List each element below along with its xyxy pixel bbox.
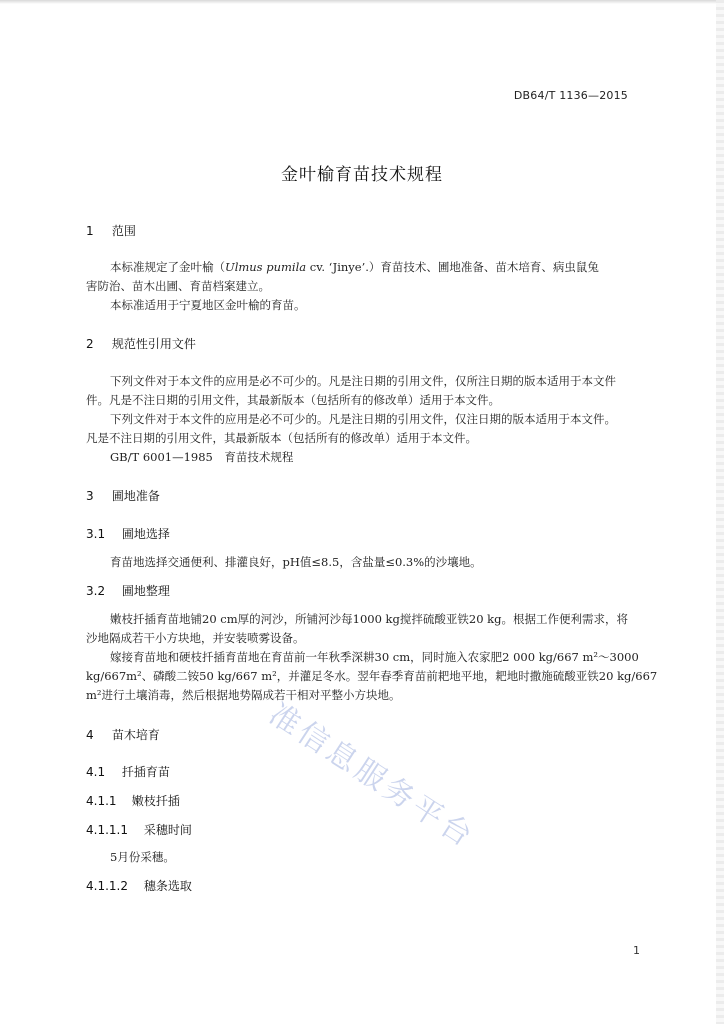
section-2-heading: 2 规范性引用文件 <box>86 337 196 351</box>
s32-paragraph-2-line-2: kg/667m²、磷酸二铵50 kg/667 m²，并灌足冬水。翌年春季育苗前耙地平地，耙地时撒施硫酸亚铁20 kg/667 <box>86 669 658 683</box>
section-3-2-heading: 3.2 圃地整理 <box>86 584 170 598</box>
s1-paragraph-line-2: 害防治、苗木出圃、育苗档案建立。 <box>86 279 270 293</box>
section-4-1-1-heading: 4.1.1 嫩枝扦插 <box>86 794 180 808</box>
section-title: 范围 <box>111 224 136 238</box>
s1-paragraph-line-1: 本标准规定了金叶榆（Ulmus pumila cv. ‘Jinye’.）育苗技术、圃地准备、苗木培育、病虫鼠兔 <box>110 260 599 274</box>
s1-paragraph-2: 本标准适用于宁夏地区金叶榆的育苗。 <box>110 298 306 312</box>
s31-paragraph: 育苗地选择交通便利、排灌良好，pH值≤8.5，含盐量≤0.3%的沙壤地。 <box>110 555 482 569</box>
s32-paragraph-1-line-1: 嫩枝扦插育苗地铺20 cm厚的河沙，所铺河沙每1000 kg搅拌硫酸亚铁20 kg。根据工作便利需求，将 <box>110 612 629 626</box>
scan-right-edge <box>716 0 724 1024</box>
section-4-1-1-1-heading: 4.1.1.1 采穗时间 <box>86 823 192 837</box>
standard-code: DB64/T 1136—2015 <box>513 89 628 102</box>
scan-top-edge <box>0 0 724 4</box>
s4111-paragraph: 5月份采穗。 <box>110 850 175 864</box>
section-number: 1 <box>86 224 94 238</box>
s2-reference: GB/T 6001—1985 育苗技术规程 <box>110 450 294 464</box>
section-4-1-1-2-heading: 4.1.1.2 穗条选取 <box>86 879 192 893</box>
document-title: 金叶榆育苗技术规程 <box>281 165 443 185</box>
watermark-text: 准信息服务平台 <box>262 696 482 856</box>
section-4-heading: 4 苗木培育 <box>86 728 160 742</box>
latin-name: Ulmus pumila <box>225 260 307 274</box>
s32-paragraph-1-line-2: 沙地隔成若干小方块地，并安装喷雾设备。 <box>86 631 305 645</box>
s2-paragraph-2-line-2: 凡是不注日期的引用文件，其最新版本（包括所有的修改单）适用于本文件。 <box>86 431 477 445</box>
section-4-1-heading: 4.1 扦插育苗 <box>86 765 170 779</box>
s2-paragraph-2-line-1: 下列文件对于本文件的应用是必不可少的。凡是注日期的引用文件，仅注日期的版本适用于本文件。 <box>110 412 616 426</box>
section-3-1-heading: 3.1 圃地选择 <box>86 527 170 541</box>
section-1-heading <box>86 222 136 239</box>
s2-paragraph-1-line-2: 件。凡是不注日期的引用文件，其最新版本（包括所有的修改单）适用于本文件。 <box>86 393 500 407</box>
s32-paragraph-2-line-1: 嫁接育苗地和硬枝扦插育苗地在育苗前一年秋季深耕30 cm，同时施入农家肥2 000 kg/667 m²～3000 <box>110 650 639 664</box>
section-3-heading: 3 圃地准备 <box>86 489 160 503</box>
s32-paragraph-2-line-3: m²进行土壤消毒，然后根据地势隔成若干相对平整小方块地。 <box>86 688 401 702</box>
page-number: 1 <box>633 944 640 957</box>
s2-paragraph-1-line-1: 下列文件对于本文件的应用是必不可少的。凡是注日期的引用文件，仅所注日期的版本适用于本文件 <box>110 374 616 388</box>
